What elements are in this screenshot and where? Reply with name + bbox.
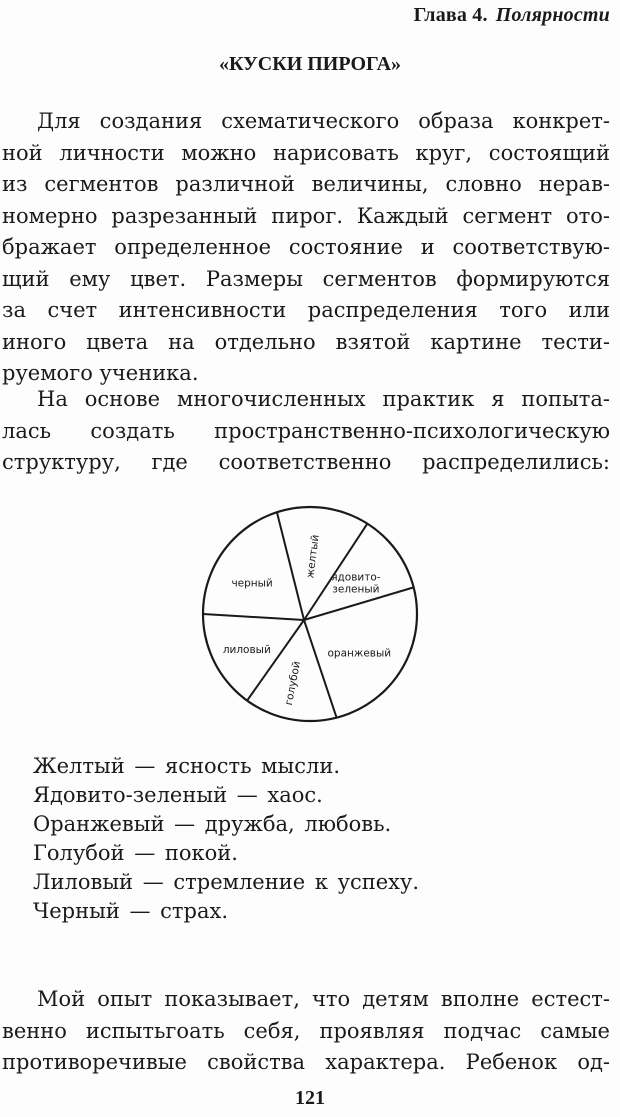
- pie-label-yellow: желтый: [304, 533, 322, 579]
- text-line: противоречивые свойства характера. Ребенок од-: [2, 1050, 610, 1074]
- text-line: щий ему цвет. Размеры сегментов формируются: [2, 266, 610, 291]
- text-line: лась создать пространственно-психологическую: [2, 418, 610, 443]
- text-line: ной личности можно нарисовать круг, состоящий: [2, 140, 610, 165]
- pie-boundary-yellow: [277, 512, 304, 620]
- pie-label-light-blue: голубой: [282, 660, 304, 707]
- text-line: из сегментов различной величины, словно нерав-: [2, 172, 610, 196]
- text-line: структуру, где соответственно распределились:: [2, 450, 610, 474]
- legend-item-yellow: Желтый — ясность мысли.: [33, 754, 340, 778]
- text-line: бражает определенное состояние и соответствую-: [2, 235, 610, 259]
- pie-label-lilac: лиловый: [222, 644, 271, 657]
- page-number: 121: [295, 1087, 325, 1109]
- section-title: Полярности: [495, 4, 610, 26]
- legend-item-orange: Оранжевый — дружба, любовь.: [33, 812, 392, 836]
- text-line: за счет интенсивности распределения того или: [2, 298, 610, 322]
- paragraph-structure: [2, 384, 610, 479]
- legend-item-poison-green: Ядовито-зеленый — хаос.: [33, 783, 323, 807]
- pie-boundary-black: [203, 614, 304, 620]
- text-line: Мой опыт показывает, что детям вполне естест-: [37, 987, 610, 1011]
- text-line: Для создания схематического образа конкрет-: [37, 109, 610, 133]
- legend-item-lilac: Лиловый — стремление к успеху.: [33, 870, 420, 894]
- text-line: руемого ученика.: [2, 361, 199, 385]
- legend-item-light-blue: Голубой — покой.: [33, 841, 238, 865]
- article-title: «КУСКИ ПИРОГА»: [218, 53, 402, 75]
- pie-label-black: черный: [231, 577, 273, 590]
- legend-item-black: Черный — страх.: [33, 899, 229, 923]
- paragraph-intro: [2, 106, 610, 390]
- pie-boundary-light-blue: [304, 620, 337, 718]
- pie-chart: [190, 494, 430, 734]
- chapter-label: Глава 4.: [413, 4, 488, 26]
- text-line: венно испытьгоать себя, проявляя подчас самые: [2, 1018, 610, 1043]
- color-legend: [33, 752, 419, 926]
- text-line: номерно разрезанный пирог. Каждый сегмент ото-: [2, 203, 610, 228]
- running-header: [414, 4, 610, 27]
- pie-label-poison-green: ядовито-зеленый: [331, 571, 381, 596]
- text-line: иного цвета на отдельно взятой картине тести-: [2, 329, 610, 354]
- paragraph-experience: [2, 984, 610, 1079]
- pie-label-orange: оранжевый: [327, 647, 392, 660]
- text-line: На основе многочисленных практик я попыта-: [37, 387, 610, 411]
- pie-chart-svg: [190, 494, 430, 734]
